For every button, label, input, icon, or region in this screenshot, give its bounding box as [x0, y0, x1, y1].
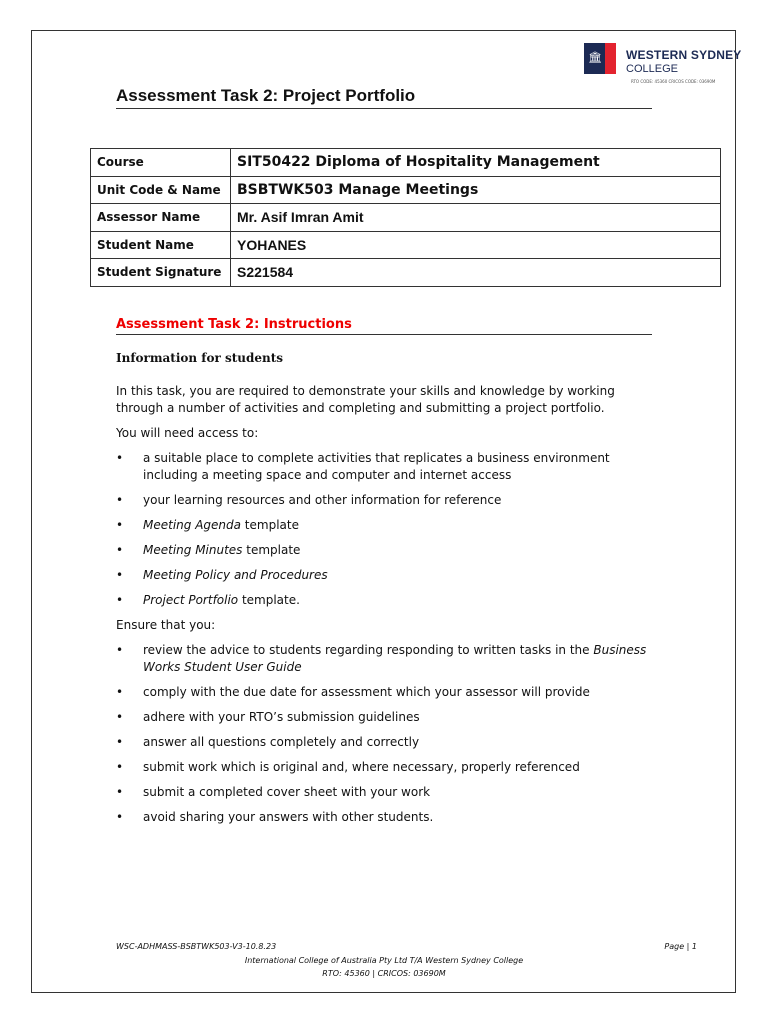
bullet-icon: •	[116, 493, 124, 507]
table-row	[91, 259, 721, 287]
intro-text: In this task, you are required to demonstrate your skills and knowledge by working through a number of activities and completing and submitting a project portfolio.	[116, 384, 615, 415]
table-row	[91, 204, 721, 232]
bullet-text: Meeting Minutes template	[143, 543, 301, 557]
bullet-item	[116, 642, 661, 676]
bullet-item	[116, 784, 661, 801]
info-heading: Information for students	[116, 351, 284, 365]
bullet-icon: •	[116, 810, 124, 824]
table-row	[91, 231, 721, 259]
bullet-icon: •	[116, 785, 124, 799]
table-row	[91, 176, 721, 204]
bullet-text: Meeting Policy and Procedures	[143, 568, 328, 582]
logo-name-2: COLLEGE	[626, 63, 678, 75]
logo-name: WESTERN SYDNEY	[626, 48, 742, 62]
building-icon: 🏛	[588, 51, 602, 64]
row-value: S221584	[231, 259, 721, 287]
ensure-list	[116, 642, 661, 826]
bullet-icon: •	[116, 710, 124, 724]
bullet-icon: •	[116, 685, 124, 699]
row-label: Unit Code & Name	[91, 176, 231, 204]
bullet-item	[116, 542, 661, 559]
logo-code: RTO CODE: 45360 CRICOS CODE: 03690M	[631, 79, 716, 84]
footer-line-1: International College of Australia Pty Ltd T/A Western Sydney College	[244, 956, 524, 965]
title-rule	[116, 108, 652, 109]
row-value: YOHANES	[231, 231, 721, 259]
bullet-item	[116, 492, 661, 509]
bullet-item	[116, 734, 661, 751]
instructions-body	[116, 383, 661, 834]
bullet-item	[116, 517, 661, 534]
access-intro: You will need access to:	[116, 426, 259, 440]
ensure-intro: Ensure that you:	[116, 618, 216, 632]
row-value: Mr. Asif Imran Amit	[231, 204, 721, 232]
bullet-item	[116, 684, 661, 701]
table-row	[91, 149, 721, 177]
bullet-text: Project Portfolio template.	[143, 593, 300, 607]
bullet-text: answer all questions completely and correctly	[143, 735, 420, 749]
row-label: Student Signature	[91, 259, 231, 287]
bullet-icon: •	[116, 568, 124, 582]
bullet-icon: •	[116, 543, 124, 557]
row-label: Course	[91, 149, 231, 177]
page-title: Assessment Task 2: Project Portfolio	[116, 86, 416, 105]
bullet-text: Meeting Agenda template	[143, 518, 299, 532]
instructions-heading: Assessment Task 2: Instructions	[116, 317, 352, 332]
bullet-item	[116, 450, 661, 484]
row-value: SIT50422 Diploma of Hospitality Management	[231, 149, 721, 177]
bullet-icon: •	[116, 451, 124, 465]
footer-line-2: RTO: 45360 | CRICOS: 03690M	[322, 969, 446, 978]
bullet-item	[116, 709, 661, 726]
bullet-icon: •	[116, 593, 124, 607]
bullet-text: submit a completed cover sheet with your work	[143, 785, 431, 799]
bullet-icon: •	[116, 735, 124, 749]
bullet-text: your learning resources and other information for reference	[143, 493, 502, 507]
bullet-text: comply with the due date for assessment which your assessor will provide	[143, 685, 590, 699]
bullet-item	[116, 809, 661, 826]
doc-code: WSC-ADHMASS-BSBTWK503-V3-10.8.23	[116, 942, 277, 951]
details-table	[90, 148, 721, 287]
bullet-text: avoid sharing your answers with other students.	[143, 810, 434, 824]
bullet-item	[116, 759, 661, 776]
row-value: BSBTWK503 Manage Meetings	[231, 176, 721, 204]
access-list	[116, 450, 661, 609]
row-label: Student Name	[91, 231, 231, 259]
college-logo	[584, 43, 742, 88]
bullet-item	[116, 592, 661, 609]
instructions-rule	[116, 334, 652, 335]
bullet-text: adhere with your RTO’s submission guidelines	[143, 710, 420, 724]
bullet-text: submit work which is original and, where necessary, properly referenced	[143, 760, 580, 774]
row-label: Assessor Name	[91, 204, 231, 232]
page-number: Page | 1	[664, 942, 697, 951]
bullet-text: review the advice to students regarding responding to written tasks in the Business Works Student User Guide	[143, 643, 647, 674]
bullet-icon: •	[116, 760, 124, 774]
bullet-icon: •	[116, 518, 124, 532]
bullet-icon: •	[116, 643, 124, 657]
bullet-text: a suitable place to complete activities that replicates a business environment including a meeting space and computer and internet access	[143, 451, 610, 482]
bullet-item	[116, 567, 661, 584]
